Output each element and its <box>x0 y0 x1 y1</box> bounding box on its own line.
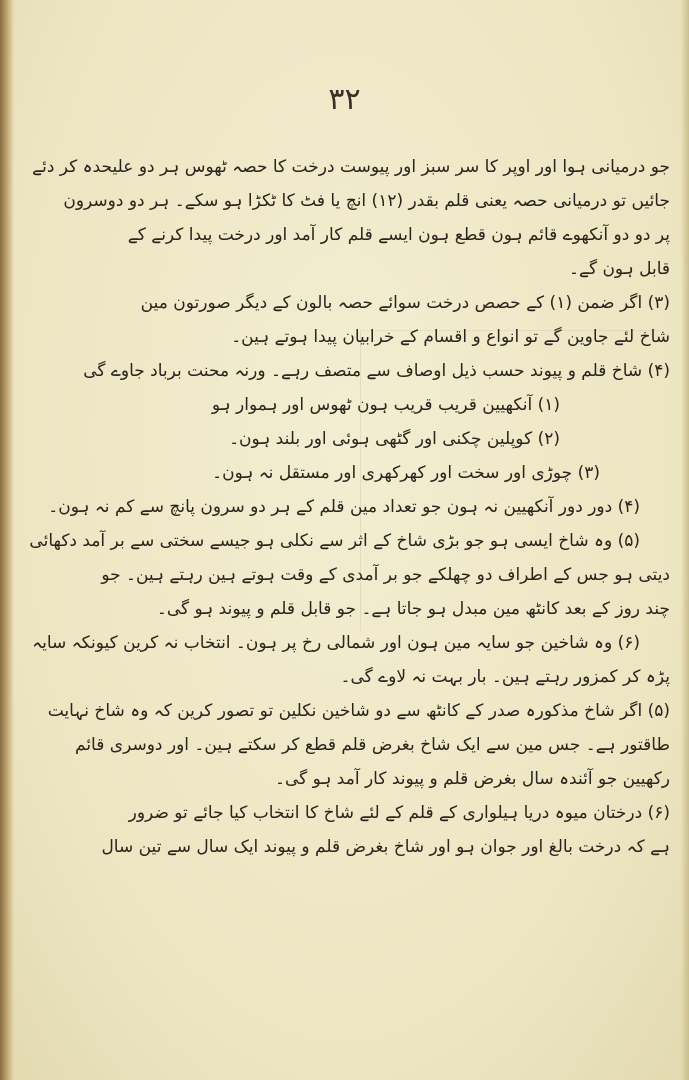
text-line-16: پڑہ کر کمزور رہتے ہین۔ بار بہت نہ لاوے گی۔ <box>340 667 670 687</box>
text-line-17: (۵) اگر شاخ مذکورہ صدر کے کانٹھ سے دو شاخین نکلین تو تصور کرین کہ وہ شاخ نہایت <box>47 701 670 721</box>
text-line-7: (۴) شاخ قلم و پیوند حسب ذیل اوصاف سے متصف رہے۔ ورنہ محنت برباد جاوے گی <box>83 361 670 381</box>
body-text <box>22 150 670 864</box>
page-number: ۳۲ <box>328 82 361 117</box>
text-line-5: (۳) اگر ضمن (۱) کے حصص درخت سوائے حصہ بالون کے دیگر صورتون مین <box>140 293 670 313</box>
text-line-14: چند روز کے بعد کانٹھ مین مبدل ہو جاتا ہے۔ جو قابل قلم و پیوند ہو گی۔ <box>156 599 670 619</box>
text-line-15: (۶) وہ شاخین جو سایہ مین ہون اور شمالی رخ پر ہون۔ انتخاب نہ کرین کیونکہ سایہ <box>32 633 640 653</box>
text-line-13: دیتی ہو جس کے اطراف دو چھلکے جو بر آمدی کے وقت ہوتے ہین رہتے ہین۔ جو <box>101 565 670 585</box>
text-line-8: (۱) آنکھیین قریب قریب ہون ٹھوس اور ہموار ہو <box>211 395 560 415</box>
text-line-20: (۶) درختان میوہ دریا ہیلواری کے قلم کے لئے شاخ کا انتخاب کیا جائے تو ضرور <box>128 803 670 823</box>
text-line-9: (۲) کوپلین چکنی اور گٹھی ہوئی اور بلند ہون۔ <box>229 429 560 449</box>
page-edge-right <box>681 0 689 1080</box>
text-line-21: ہے کہ درخت بالغ اور جوان ہو اور شاخ بغرض قلم و پیوند ایک سال سے تین سال <box>101 837 670 857</box>
text-line-4: قابل ہون گے۔ <box>569 259 670 279</box>
text-line-1: جو درمیانی ہوا اور اوپر کا سر سبز اور پیوست درخت کا حصہ ٹھوس ہر دو علیحدہ کر دئے <box>32 157 670 177</box>
text-line-11: (۴) دور دور آنکھیین نہ ہون جو تعداد مین قلم کے ہر دو سرون پانچ سے کم نہ ہون۔ <box>48 497 640 517</box>
binding-shadow-left <box>0 0 14 1080</box>
text-line-10: (۳) چوڑی اور سخت اور کھرکھری اور مستقل نہ ہون۔ <box>212 463 600 483</box>
text-line-2: جائیں تو درمیانی حصہ یعنی قلم بقدر (۱۲) انچ یا فٹ کا ٹکڑا ہو سکے۔ ہر دو دوسرون <box>63 191 670 211</box>
text-line-12: (۵) وہ شاخ ایسی ہو جو بڑی شاخ کے اثر سے نکلی ہو جیسے سختی سے بر آمد دکھائی <box>29 531 640 551</box>
text-line-6: شاخ لئے جاوین گے تو انواع و اقسام کے خرابیان پیدا ہوتے ہین۔ <box>231 327 670 347</box>
text-line-18: طاقتور ہے۔ جس مین سے ایک شاخ بغرض قلم قطع کر سکتے ہین۔ اور دوسری قائم <box>75 735 670 755</box>
text-line-3: پر دو دو آنکھوے قائم ہون قطع ہون ایسے قلم کار آمد اور درخت پیدا کرنے کے <box>127 225 670 245</box>
text-line-19: رکھیین جو آئندہ سال بغرض قلم و پیوند کار آمد ہو گی۔ <box>275 769 670 789</box>
